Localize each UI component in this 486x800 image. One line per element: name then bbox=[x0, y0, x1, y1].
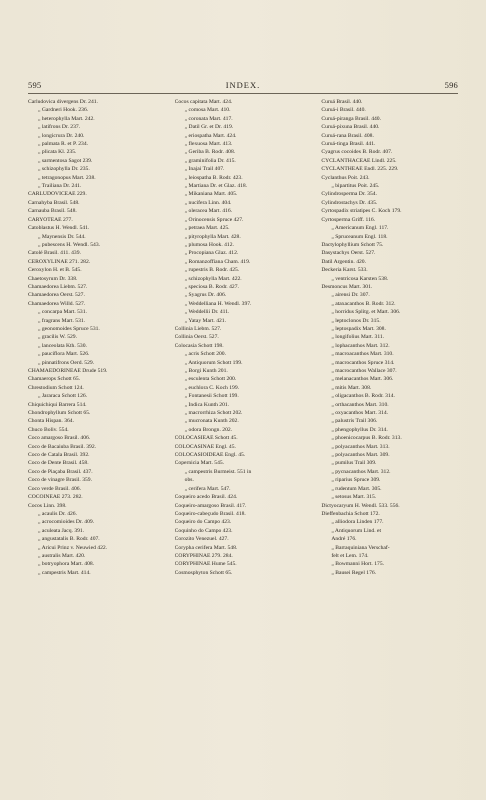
index-entry: „ pinnatifrons Oerd. 529. bbox=[38, 359, 95, 366]
index-entry: Carludovica divergens Dr. 241. bbox=[28, 99, 98, 105]
index-entry: „ leptospadix Mart. 308. bbox=[331, 325, 386, 332]
index-entry: „ Procopiana Glaz. 412. bbox=[184, 250, 239, 257]
index-entry: „ Weddelliana H. Wendl. 397. bbox=[184, 300, 252, 307]
page-header bbox=[28, 80, 458, 92]
index-entry: „ gracilis W. 529. bbox=[38, 334, 77, 341]
index-entry: Cyrtospadix striatipes C. Koch 179. bbox=[321, 208, 402, 215]
index-entry: Carnahyba Brasil. 548. bbox=[28, 199, 80, 206]
index-entry: „ lophacanthos Mart. 312. bbox=[331, 342, 390, 349]
index-entry: COLOCASIEAE Schott 45. bbox=[174, 435, 238, 442]
index-entry: felt et Lem. 174. bbox=[331, 552, 369, 559]
index-entry: Catolé Brasil. 411. 439. bbox=[28, 250, 81, 257]
index-entry: „ angustatalis B. Rodr. 407. bbox=[38, 536, 100, 543]
index-entry: „ Bowmanni Hort. 175. bbox=[331, 561, 385, 568]
index-entry: „ mucronata Kunth 202. bbox=[184, 418, 239, 425]
index-entry: „ pumilus Trail 309. bbox=[331, 460, 377, 467]
index-entry: „ eriospatha Mart. 424. bbox=[184, 132, 237, 139]
index-entry: Cocos capitata Mart. 424. bbox=[174, 99, 233, 105]
index-entry: „ longicrura Dr. 240. bbox=[38, 132, 85, 139]
index-entry: „ Barraquiniana Verschaf- bbox=[331, 544, 390, 551]
index-entry: „ Romanzoffiana Cham. 419. bbox=[184, 258, 251, 265]
index-entry: Curuá-rana Brasil. 408. bbox=[321, 132, 374, 139]
index-entry: Coco verde Brasil. 406. bbox=[28, 485, 81, 492]
index-entry: „ oligacanthos B. Rodr. 314. bbox=[331, 393, 395, 400]
index-entry: Chrestodium Schott 124. bbox=[28, 384, 84, 391]
index-entry: „ Inajai Trail 407. bbox=[184, 166, 225, 173]
index-entry: „ Trailiana Dr. 241. bbox=[38, 183, 82, 190]
index-entry: „ phoenicocarpus B. Rodr. 313. bbox=[331, 435, 402, 442]
index-entry: „ polyacanthos Mart. 309. bbox=[331, 452, 390, 459]
index-entry: Catoblastus H. Wendl. 541. bbox=[28, 225, 90, 232]
index-entry: „ Americanum Engl. 117. bbox=[331, 225, 389, 232]
index-entry: „ schizophylla Mart. 422. bbox=[184, 275, 242, 282]
page-number-right: 596 bbox=[444, 80, 458, 90]
index-entry: „ comosa Mart. 410. bbox=[184, 107, 231, 114]
index-entry: „ plicata Kl. 235. bbox=[38, 149, 77, 156]
index-entry: „ odora Brongn. 202. bbox=[184, 426, 233, 433]
index-entry: Chuco Boliv. 554. bbox=[28, 426, 69, 433]
index-entry: „ ataxacanthos B. Rodr. 312. bbox=[331, 300, 396, 307]
index-entry: Coqueiro acedo Brasil. 424. bbox=[174, 494, 238, 501]
index-entry: Coco de Piaçaba Brasil. 437. bbox=[28, 468, 93, 475]
index-entry: Coquinho do Campo 423. bbox=[174, 527, 233, 534]
index-entry: „ lanceolata Kth. 530. bbox=[38, 342, 87, 349]
index-entry: „ macrorrhiza Schott 202. bbox=[184, 410, 243, 417]
index-entry: „ pityrophylla Mart. 428. bbox=[184, 233, 241, 240]
index-entry: „ oleracea Mart. 416. bbox=[184, 208, 233, 215]
index-entry: „ acrocomioides Dr. 409. bbox=[38, 519, 95, 526]
header-rule bbox=[28, 93, 458, 94]
index-entry: „ polyacanthos Mart. 313. bbox=[331, 443, 390, 450]
index-entry: „ leiospatha B. Rodr. 423. bbox=[184, 174, 243, 181]
index-entry: „ pauciflora Mart. 526. bbox=[38, 351, 90, 358]
index-columns bbox=[28, 98, 462, 698]
index-entry: COLOCASIOIDEAE Engl. 45. bbox=[174, 452, 246, 459]
index-entry: „ cerifera Mart. 547. bbox=[184, 485, 231, 492]
index-entry: Coco de Catala Brasil. 392. bbox=[28, 452, 90, 459]
index-entry: „ setosus Mart. 315. bbox=[331, 494, 377, 501]
index-entry: „ Mikaniana Mart. 405. bbox=[184, 191, 238, 198]
index-entry: Cyagrus cocoides B. Rodr. 407. bbox=[321, 149, 393, 156]
index-entry: „ Aricui Prinz v. Neuwied 422. bbox=[38, 544, 108, 551]
index-entry: Cyrtosperma Griff. 116. bbox=[321, 216, 376, 223]
index-entry: Coqueiro-amargoso Brasil. 417. bbox=[174, 502, 247, 509]
index-entry: CARLUDOVICEAE 229. bbox=[28, 191, 87, 198]
index-entry: „ heterophylla Mart. 242. bbox=[38, 115, 95, 122]
index-entry: „ Weddellii Dr. 411. bbox=[184, 309, 230, 316]
index-entry: „ nucifera Linn. 404. bbox=[184, 199, 232, 206]
page-number-left: 595 bbox=[28, 80, 42, 90]
index-entry: „ longifolius Mart. 311. bbox=[331, 334, 385, 341]
index-entry: „ Datil Gr. et Dr. 419. bbox=[184, 124, 234, 131]
index-entry: Dieffenbachia Schott 172. bbox=[321, 510, 380, 517]
index-column-2 bbox=[175, 98, 316, 698]
index-entry: Coco de Dente Brasil. 458. bbox=[28, 460, 89, 467]
index-entry: „ horridus Splitg. et Mart. 306. bbox=[331, 309, 401, 316]
index-entry: „ airensi Dr. 307. bbox=[331, 292, 370, 299]
index-entry: Coco amargoso Brasil. 406. bbox=[28, 435, 91, 442]
index-entry: Dasystachys Oerst. 527. bbox=[321, 250, 376, 257]
index-entry: Chamaedorea Oerst. 527. bbox=[28, 292, 85, 299]
index-entry: Curuá-i Brasil. 440. bbox=[321, 107, 366, 114]
index-entry: „ leptoclonos Dr. 315. bbox=[331, 317, 381, 324]
index-entry: Chonta Hispan. 364. bbox=[28, 418, 74, 425]
index-entry: „ petraea Mart. 425. bbox=[184, 225, 230, 232]
index-entry: „ alliodora Linden 177. bbox=[331, 519, 384, 526]
index-entry: Cylindrosperma Dr. 354. bbox=[321, 191, 377, 198]
index-entry: „ schizophylla Dr. 235. bbox=[38, 166, 90, 173]
index-entry: Cylindrostachys Dr. 435. bbox=[321, 199, 378, 206]
index-entry: „ Maynensis Dr. 544. bbox=[38, 233, 86, 240]
index-entry: „ Jararaca Schott 126. bbox=[38, 393, 88, 400]
index-column-1 bbox=[28, 98, 169, 698]
index-entry: „ Indica Kunth 201. bbox=[184, 401, 230, 408]
page-title: INDEX. bbox=[225, 80, 261, 90]
index-entry: André 176. bbox=[331, 536, 357, 543]
index-entry: „ mitis Mart. 308. bbox=[331, 384, 372, 391]
index-entry: Coqueiro-cabeçudo Brasil. 418. bbox=[174, 510, 246, 517]
index-entry: „ macroacanthos Mart. 310. bbox=[331, 351, 394, 358]
index-entry: „ latifrons Dr. 237. bbox=[38, 124, 81, 131]
index-entry: „ concarpa Mart. 531. bbox=[38, 309, 87, 316]
index-entry: „ esculenta Schott 200. bbox=[184, 376, 237, 383]
index-entry: „ geonomoides Spruce 531. bbox=[38, 325, 100, 332]
index-entry: „ Syagrus Dr. 406. bbox=[184, 292, 227, 299]
index-entry: „ melanacanthos Mart. 306. bbox=[331, 376, 394, 383]
index-entry: Chamaedorea Willd. 527. bbox=[28, 300, 86, 307]
index-entry: CHAMAEDORINEAE Drude 519. bbox=[28, 368, 108, 374]
index-entry: Cocos Linn. 398. bbox=[28, 502, 67, 509]
index-entry: CYCLANTHEAE Endl. 225. 229. bbox=[321, 166, 399, 173]
index-entry: COLOCASINAE Engl. 45. bbox=[174, 443, 236, 450]
index-entry: „ acris Schott 200. bbox=[184, 351, 226, 358]
index-entry: Chondrophyllum Schott 65. bbox=[28, 410, 91, 417]
index-entry: Curuá-pixuna Brasil. 440. bbox=[321, 124, 380, 131]
index-entry: „ Spruceanum Engl. 118. bbox=[331, 233, 388, 240]
index-entry: obs. bbox=[184, 477, 194, 484]
index-entry: „ riparius Spruce 309. bbox=[331, 477, 381, 484]
index-entry: „ orthacanthos Mart. 310. bbox=[331, 401, 389, 408]
index-entry: Cosmosphyton Schott 65. bbox=[174, 569, 233, 576]
index-entry: „ Antiquorum Schott 199. bbox=[184, 359, 243, 366]
index-entry: Chamaedorea Liebm. 527. bbox=[28, 283, 88, 290]
index-entry: Datil Argentin. 420. bbox=[321, 258, 366, 265]
index-entry: „ pycnacanthos Mart. 312. bbox=[331, 468, 391, 475]
index-entry: Collinia Liebm. 527. bbox=[174, 325, 222, 332]
index-entry: „ coronata Mart. 417. bbox=[184, 115, 233, 122]
index-entry: „ rupestris B. Rodr. 425. bbox=[184, 267, 240, 274]
index-entry: „ Geriba B. Rodr. 408. bbox=[184, 149, 236, 156]
index-entry: „ macrocanthos Wallace 307. bbox=[331, 368, 397, 374]
index-entry: Dactylophyllium Schott 75. bbox=[321, 241, 384, 248]
index-entry: Chamaerops Schott 65. bbox=[28, 376, 81, 383]
index-entry: COCOINEAE 273. 282. bbox=[28, 494, 83, 501]
index-entry: „ aculeata Jacq. 391. bbox=[38, 527, 85, 534]
index-entry: Chiquichiqui Barrera 514. bbox=[28, 401, 87, 408]
index-entry: CEROXYLINAE 271. 282. bbox=[28, 258, 91, 265]
index-entry: „ bipartitus Poit. 245. bbox=[331, 183, 380, 190]
index-entry: Corozito Venezuel. 427. bbox=[174, 536, 229, 543]
index-entry: „ graminifolia Dr. 415. bbox=[184, 157, 236, 164]
index-entry: „ botryophora Mart. 408. bbox=[38, 561, 95, 568]
index-entry: Deckeria Karst. 533. bbox=[321, 267, 368, 274]
index-entry: „ Bausei Regel 176. bbox=[331, 569, 377, 576]
index-entry: CYCLANTHACEAE Lindl. 225. bbox=[321, 157, 397, 164]
index-entry: „ australis Mart. 420. bbox=[38, 552, 86, 559]
index-entry: „ acaulis Dr. 426. bbox=[38, 510, 77, 517]
index-entry: Chaetosyrum Dr. 338. bbox=[28, 275, 78, 282]
index-entry: „ plumosa Hook. 412. bbox=[184, 241, 234, 248]
index-entry: „ rudentum Mart. 305. bbox=[331, 485, 382, 492]
index-entry: Coqueiro do Campo 423. bbox=[174, 519, 232, 526]
index-entry: Collinia Oerst. 527. bbox=[174, 334, 219, 341]
index-entry: Curuá Brasil. 440. bbox=[321, 99, 363, 105]
index-entry: CARYOTEAE 277. bbox=[28, 216, 73, 223]
index-entry: Coco de Bacaiuba Brasil. 392. bbox=[28, 443, 97, 450]
index-entry: Colocasia Schott 198. bbox=[174, 342, 224, 349]
index-entry: „ Antiquorum Lind. et bbox=[331, 527, 382, 534]
index-entry: Corypha cerifera Mart. 548. bbox=[174, 544, 238, 551]
index-entry: „ Martiana Dr. et Glaz. 418. bbox=[184, 183, 248, 190]
index-entry: Dictyocaryum H. Wendl. 533. 556. bbox=[321, 502, 400, 509]
index-entry: Cyclanthus Poit. 243. bbox=[321, 174, 370, 181]
index-entry: „ macrocanthos Spruce 314. bbox=[331, 359, 395, 366]
index-entry: Ceroxylon H. et B. 545. bbox=[28, 267, 82, 274]
index-entry: Copernicia Mart. 545. bbox=[174, 460, 225, 467]
index-entry: „ tetragonopus Mart. 238. bbox=[38, 174, 96, 181]
index-entry: „ phengophyllus Dr. 314. bbox=[331, 426, 388, 433]
index-entry: Curuá-piranga Brasil. 440. bbox=[321, 115, 381, 122]
index-entry: „ flexuosa Mart. 413. bbox=[184, 141, 233, 148]
index-entry: „ oxyacanthos Mart. 314. bbox=[331, 410, 389, 417]
index-entry: Curuá-tinga Brasil. 441. bbox=[321, 141, 376, 148]
index-entry: „ speciosa B. Rodr. 427. bbox=[184, 283, 239, 290]
index-entry: „ palustris Trail 306. bbox=[331, 418, 378, 425]
index-entry: CORYPHINAE Hume 545. bbox=[174, 561, 237, 568]
index-entry: „ Fontanesii Schott 199. bbox=[184, 393, 239, 400]
index-entry: „ Borgi Kunth 201. bbox=[184, 368, 228, 374]
index-column-3 bbox=[321, 98, 462, 698]
index-entry: Desmoncus Mart. 301. bbox=[321, 283, 373, 290]
index-entry: „ palmata R. et P. 234. bbox=[38, 141, 89, 148]
index-entry: „ ventricosa Karsten 538. bbox=[331, 275, 389, 282]
index-entry: CORYPHINAE 279. 284. bbox=[174, 552, 233, 559]
index-entry: „ campestris Burmeist. 551 in bbox=[184, 468, 252, 475]
index-entry: „ Orinocensis Spruce 427. bbox=[184, 216, 244, 223]
index-entry: „ euchlora C. Koch 199. bbox=[184, 384, 240, 391]
index-entry: Coco de vinagre Brasil. 359. bbox=[28, 477, 93, 484]
index-entry: „ pubescens H. Wendl. 543. bbox=[38, 241, 101, 248]
index-entry: „ campestris Mart. 414. bbox=[38, 569, 91, 576]
index-entry: „ sarmentosa Sagot 239. bbox=[38, 157, 93, 164]
index-entry: Carnauba Brasil. 548. bbox=[28, 208, 77, 215]
index-entry: „ fragrans Mart. 531. bbox=[38, 317, 86, 324]
index-entry: „ Yatay Mart. 421. bbox=[184, 317, 226, 324]
index-entry: „ Gardneri Hook. 236. bbox=[38, 107, 89, 114]
